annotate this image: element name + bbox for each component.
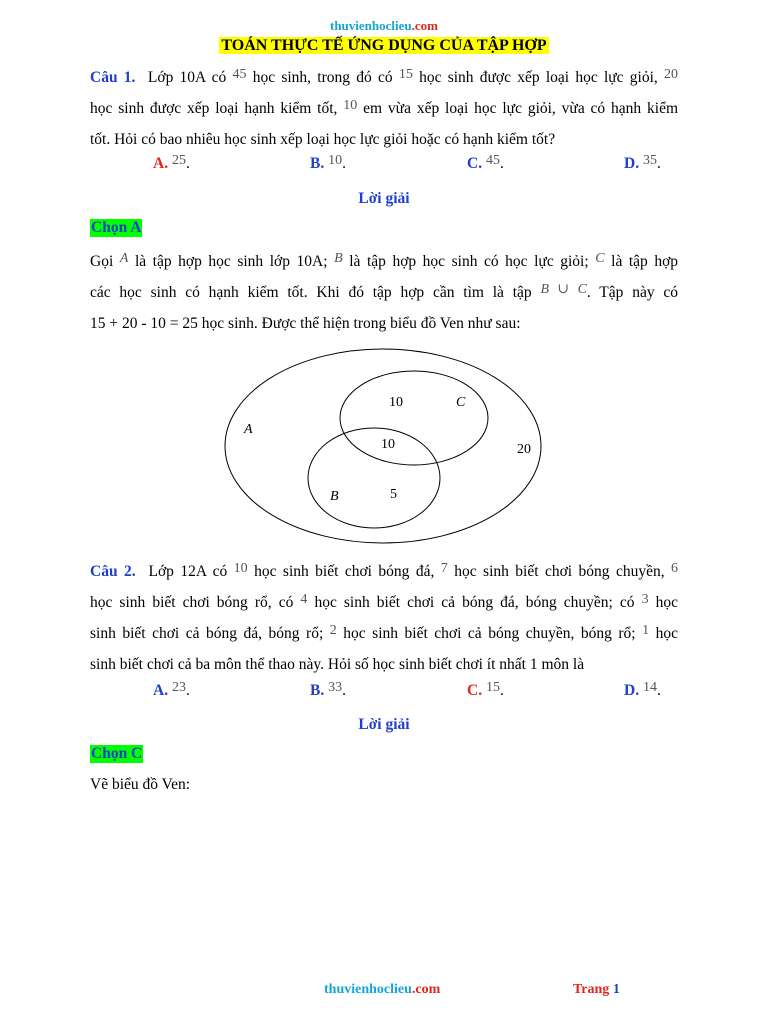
text: học <box>655 625 679 642</box>
page-label: Trang <box>573 982 610 997</box>
answer-value: 45 <box>485 153 500 168</box>
text: học sinh biết chơi cả bóng đá, bóng chuyền; có <box>314 594 635 611</box>
text: học sinh biết chơi bóng rổ, có <box>90 594 294 611</box>
text: học sinh được xếp loại học lực giỏi, <box>419 69 658 86</box>
dot: . <box>656 682 661 699</box>
dot: . <box>499 155 504 172</box>
solution-1 <box>90 246 678 339</box>
answer-d[interactable] <box>624 682 661 700</box>
answer-value: 33 <box>328 680 343 695</box>
question-1-line-3 <box>90 124 678 155</box>
question-2-line-4 <box>90 649 678 680</box>
label-c: C <box>456 395 466 410</box>
text: học sinh. Được thể hiện trong biểu đồ Ven như sau: <box>201 315 521 332</box>
answer-label: A. <box>153 155 169 172</box>
label-a: A <box>244 422 253 437</box>
set-c-ellipse <box>340 371 488 465</box>
number: 2 <box>329 623 337 638</box>
answer-value: 15 <box>485 680 500 695</box>
number: 4 <box>300 592 308 607</box>
number: 10 <box>233 561 248 576</box>
value-c-only: 10 <box>389 395 403 410</box>
text: sinh biết chơi cả bóng đá, bóng rổ; <box>90 625 324 642</box>
answer-label: D. <box>624 682 640 699</box>
value-outside: 20 <box>517 442 531 457</box>
text: là tập hợp học sinh có học lực giỏi; <box>349 253 589 270</box>
text: Lớp 12A có <box>148 563 228 580</box>
text: học sinh biết chơi bóng chuyền, <box>454 563 665 580</box>
question-1-label: Câu 1. <box>90 69 136 86</box>
answer-b[interactable] <box>310 682 346 700</box>
dot: . <box>656 155 661 172</box>
question-2-line-3 <box>90 618 678 649</box>
value-b-only: 5 <box>390 487 397 502</box>
question-2-label: Câu 2. <box>90 563 136 580</box>
site-footer <box>324 982 440 998</box>
text: các học sinh có hạnh kiểm tốt. Khi đó tập hợp cần tìm là tập <box>90 284 532 301</box>
number: 7 <box>440 561 448 576</box>
answer-label: B. <box>310 682 325 699</box>
text: là tập hợp học sinh lớp 10A; <box>134 253 328 270</box>
text: Gọi <box>90 253 114 270</box>
answer-label: D. <box>624 155 640 172</box>
answer-label: A. <box>153 682 169 699</box>
site-header <box>0 18 768 34</box>
page-title: TOÁN THỰC TẾ ỨNG DỤNG CỦA TẬP HỢP <box>221 37 547 54</box>
solution-1-line-2 <box>90 277 678 308</box>
text: Lớp 10A có <box>147 69 227 86</box>
answer-label: C. <box>467 682 483 699</box>
text: học sinh được xếp loại hạnh kiểm tốt, <box>90 100 338 117</box>
question-2-answers <box>0 682 768 713</box>
chosen-answer-2: Chọn C <box>91 745 143 762</box>
dot: . <box>499 682 504 699</box>
answer-d[interactable] <box>624 155 661 173</box>
solution-2 <box>90 769 678 800</box>
answer-value: 25 <box>171 153 186 168</box>
number: 6 <box>671 561 679 576</box>
number: 20 <box>664 67 678 82</box>
question-2-line-2 <box>90 587 678 618</box>
question-2 <box>90 556 678 680</box>
expression: 15 + 20 - 10 = 25 <box>90 315 198 332</box>
question-2-line-1 <box>90 556 678 587</box>
solution-1-line-1 <box>90 246 678 277</box>
solution-heading-1: Lời giải <box>358 190 410 207</box>
dot: . <box>185 155 190 172</box>
number: 10 <box>343 98 358 113</box>
answer-c[interactable] <box>467 682 504 700</box>
dot: . <box>342 155 346 172</box>
text: sinh biết chơi cả ba môn thể thao này. Hỏi số học sinh biết chơi ít nhất 1 môn là <box>90 656 585 673</box>
number: 1 <box>642 623 650 638</box>
number: 3 <box>641 592 649 607</box>
set-union: B ∪ C <box>540 282 587 297</box>
solution-heading-2: Lời giải <box>358 716 410 733</box>
number: 15 <box>398 67 413 82</box>
solution-2-line-1: Vẽ biểu đồ Ven: <box>90 776 191 793</box>
page-number <box>573 982 620 998</box>
chosen-answer-1: Chọn A <box>91 219 142 236</box>
answer-a[interactable] <box>153 155 190 173</box>
dot: . <box>342 682 346 699</box>
footer-site-name: thuvienhoclieu <box>324 982 412 997</box>
answer-c[interactable] <box>467 155 504 173</box>
set-b-ellipse <box>308 428 440 528</box>
question-1-line-2 <box>90 93 678 124</box>
set-symbol: C <box>595 251 605 266</box>
text: . Tập này có <box>586 284 679 301</box>
number: 45 <box>232 67 247 82</box>
page-num: 1 <box>612 982 620 997</box>
text: là tập hợp <box>611 253 679 270</box>
solution-1-line-3 <box>90 308 678 339</box>
answer-value: 10 <box>328 153 343 168</box>
answer-value: 23 <box>171 680 186 695</box>
question-1-answers <box>0 155 768 186</box>
answer-b[interactable] <box>310 155 346 173</box>
set-symbol: A <box>119 251 129 266</box>
set-symbol: B <box>334 251 343 266</box>
dot: . <box>185 682 190 699</box>
value-b-and-c: 10 <box>381 437 395 452</box>
footer-site-domain: .com <box>411 982 441 997</box>
venn-diagram <box>222 344 546 548</box>
question-1 <box>90 62 678 155</box>
site-name: thuvienhoclieu <box>330 18 412 33</box>
answer-value: 35 <box>642 153 657 168</box>
text: học sinh biết chơi cả bóng chuyền, bóng rổ; <box>343 625 636 642</box>
answer-a[interactable] <box>153 682 190 700</box>
answer-label: C. <box>467 155 483 172</box>
question-1-line-1 <box>90 62 678 93</box>
text: học sinh biết chơi bóng đá, <box>254 563 435 580</box>
text: tốt. Hỏi có bao nhiêu học sinh xếp loại học lực giỏi hoặc có hạnh kiểm tốt? <box>90 131 556 148</box>
site-domain: .com <box>411 18 438 33</box>
label-b: B <box>330 489 339 504</box>
text: em vừa xếp loại học lực giỏi, vừa có hạnh kiểm <box>363 100 679 117</box>
answer-value: 14 <box>642 680 657 695</box>
text: học <box>655 594 679 611</box>
answer-label: B. <box>310 155 325 172</box>
text: học sinh, trong đó có <box>252 69 393 86</box>
